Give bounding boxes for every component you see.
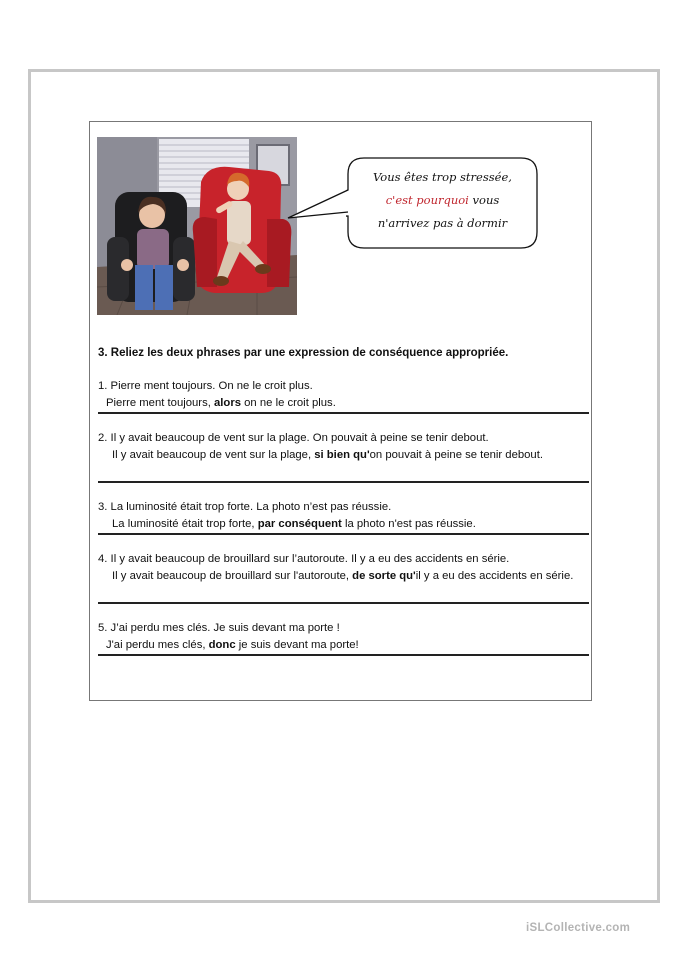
connector-word: alors [214,397,242,409]
exercise-2 [98,430,588,464]
speech-bubble-text [346,166,539,235]
answer-line [98,533,589,535]
connector-word: de sorte qu' [352,570,416,582]
answer-line [98,481,589,483]
exercise-1 [98,378,588,412]
exercise-prompt: 3. La luminosité était trop forte. La photo n’est pas réussie. [98,501,392,513]
therapy-illustration [97,137,297,315]
exercise-answer: Pierre ment toujours, alors on ne le croit plus. [106,397,336,409]
exercise-5 [98,620,588,654]
bubble-line-3: n'arrivez pas à dormir [377,216,508,230]
bubble-highlight: c'est pourquoi [385,193,469,207]
answer-line [98,654,589,656]
answer-line [98,412,589,414]
exercise-answer: J'ai perdu mes clés, donc je suis devant ma porte! [106,639,359,651]
exercise-prompt: 4. Il y avait beaucoup de brouillard sur l’autoroute. Il y a eu des accidents en série. [98,553,510,565]
bubble-line-1: Vous êtes trop stressée, [373,170,512,184]
bubble-line-2-rest: vous [468,193,500,207]
exercise-answer: Il y avait beaucoup de brouillard sur l'autoroute, de sorte qu'il y a eu des accidents en série. [112,570,574,582]
exercise-answer: La luminosité était trop forte, par conséquent la photo n'est pas réussie. [112,518,476,530]
worksheet [89,121,592,701]
exercise-answer: Il y avait beaucoup de vent sur la plage, si bien qu'on pouvait à peine se tenir debout. [112,449,543,461]
exercise-prompt: 2. Il y avait beaucoup de vent sur la plage. On pouvait à peine se tenir debout. [98,432,489,444]
exercise-3 [98,499,588,533]
connector-word: par conséquent [257,518,342,530]
answer-line [98,602,589,604]
connector-word: si bien qu' [314,449,370,461]
site-watermark: iSLCollective.com [526,922,631,934]
exercise-instructions: 3. Reliez les deux phrases par une expression de conséquence appropriée. [98,347,509,359]
exercise-prompt: 1. Pierre ment toujours. On ne le croit plus. [98,380,313,392]
exercise-prompt: 5. J’ai perdu mes clés. Je suis devant ma porte ! [98,622,340,634]
exercise-4 [98,551,588,585]
connector-word: donc [208,639,236,651]
bubble-line-2 [346,189,539,212]
